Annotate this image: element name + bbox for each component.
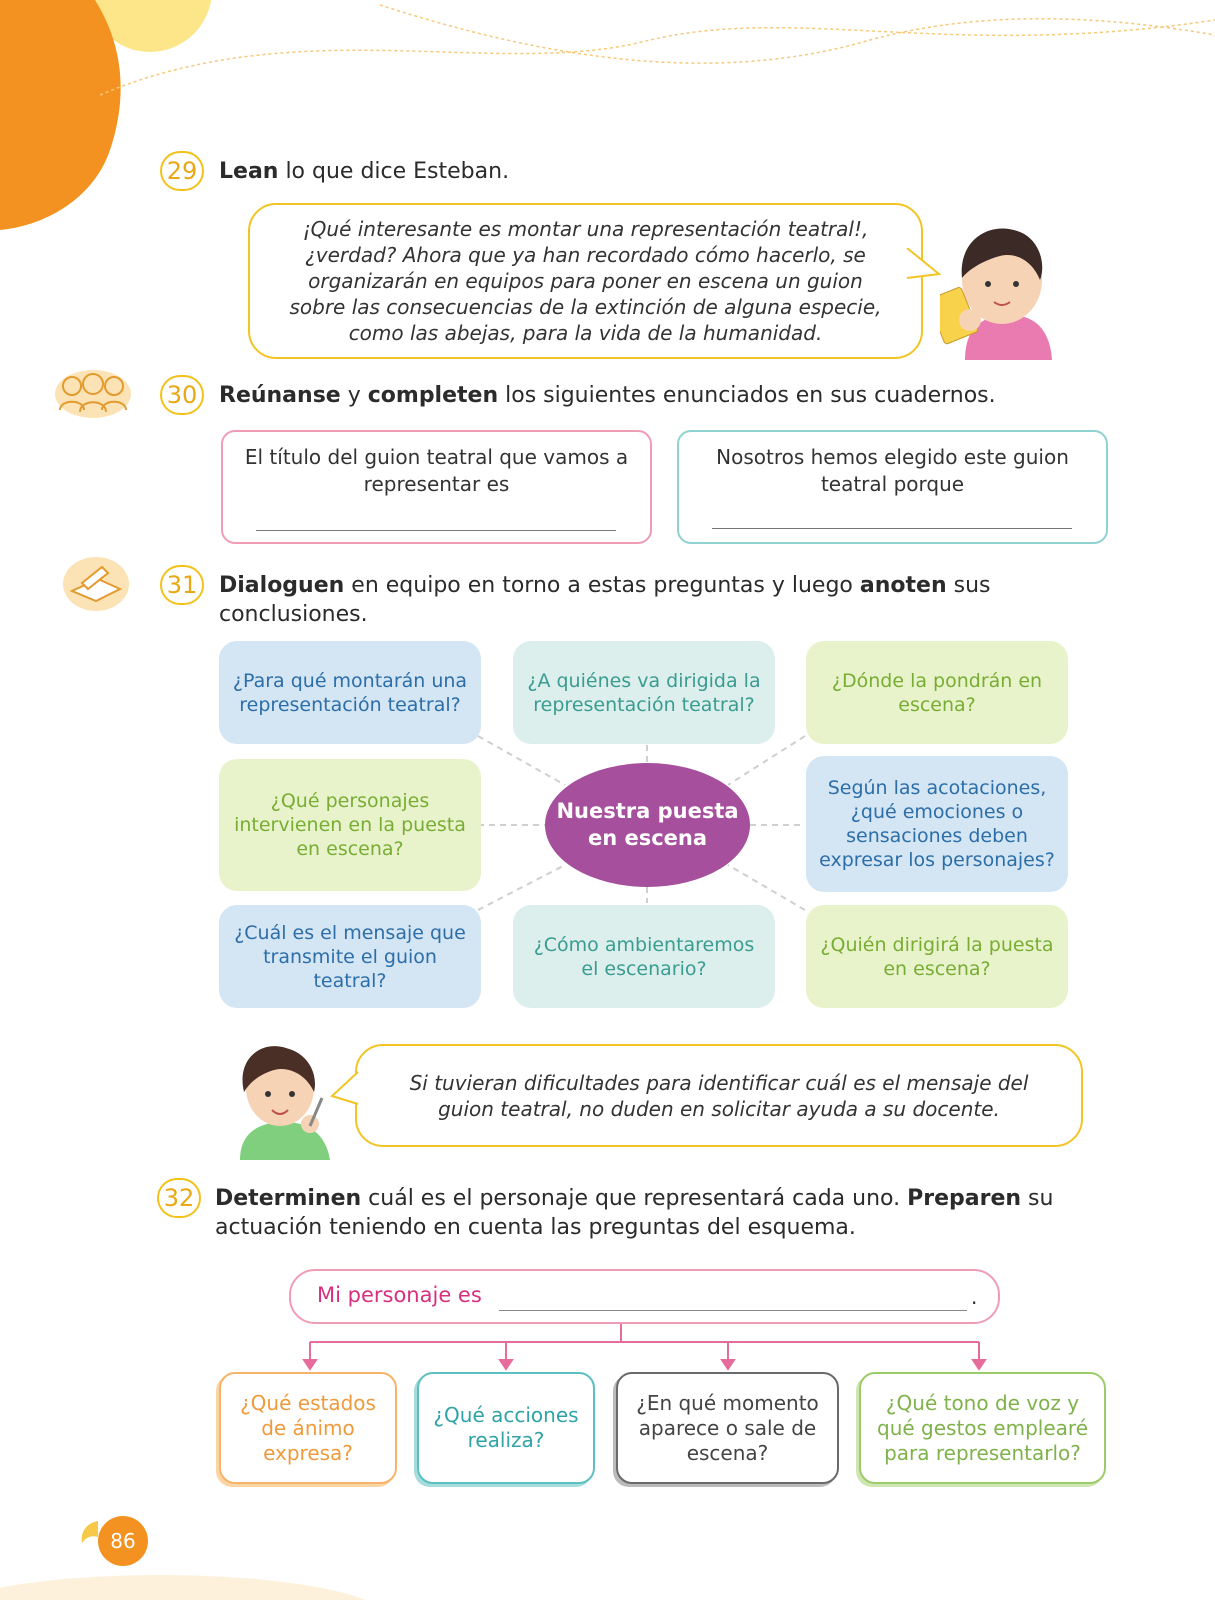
instruction-verb: Reúnanse <box>219 383 341 408</box>
speech-bubble-text: ¡Qué interesante es montar una representación teatral!, ¿verdad? Ahora que ya han recordado cómo hacerlo, se organizarán en equipos para poner en escena un guion sobre las consecuencias de la extinción de alguna especie, como las abejas, para la vida de la humanidad. <box>289 217 882 345</box>
mind-map-question-characters: ¿Qué personajes intervienen en la puesta en escena? <box>219 759 481 891</box>
instruction-text: su actuación teniendo en cuenta las preguntas del esquema. <box>215 1186 1054 1240</box>
footer-decoration <box>0 1540 1215 1600</box>
mind-map-question-emotions: Según las acotaciones, ¿qué emociones o sensaciones deben expresar los personajes? <box>806 756 1068 892</box>
instruction-text: en equipo en torno a estas preguntas y luego <box>344 573 860 598</box>
instruction-verb: completen <box>367 383 499 408</box>
character-period: . <box>971 1285 978 1309</box>
actions-question-box: ¿Qué acciones realiza? <box>417 1372 595 1484</box>
question-number-31: 31 <box>160 565 204 605</box>
voice-question-box: ¿Qué tono de voz y qué gestos emplearé para representarlo? <box>859 1372 1106 1484</box>
mood-question-box: ¿Qué estados de ánimo expresa? <box>219 1372 397 1484</box>
timing-question-box: ¿En qué momento aparece o sale de escena? <box>616 1372 839 1484</box>
mind-map-question-setting: ¿Cómo ambientaremos el escenario? <box>513 905 775 1008</box>
instruction-verb: anoten <box>859 573 947 598</box>
mind-map-question-purpose: ¿Para qué montarán una representación teatral? <box>219 641 481 744</box>
instruction-verb: Preparen <box>907 1186 1022 1211</box>
mind-map-question-location: ¿Dónde la pondrán en escena? <box>806 641 1068 744</box>
instruction-verb: Dialoguen <box>219 573 345 598</box>
instruction-text: lo que dice Esteban. <box>278 159 510 184</box>
mind-map-center: Nuestra puesta en escena <box>545 763 750 887</box>
tip-text: Si tuvieran dificultades para identificar cuál es el mensaje del guion teatral, no duden en solicitar ayuda a su docente. <box>409 1070 1029 1121</box>
reason-prompt: Nosotros hemos elegido este guion teatral porque <box>716 445 1069 496</box>
page-number: 86 <box>98 1516 148 1566</box>
instruction-text: cuál es el personaje que representará cada uno. <box>361 1186 908 1211</box>
mind-map-question-message: ¿Cuál es el mensaje que transmite el guion teatral? <box>219 905 481 1008</box>
character-label: Mi personaje es <box>317 1283 482 1307</box>
instruction-verb: Lean <box>219 159 279 184</box>
question-number-29: 29 <box>160 151 204 191</box>
question-number-32: 32 <box>157 1178 201 1218</box>
instruction-verb: Determinen <box>215 1186 362 1211</box>
instruction-text: sus conclusiones. <box>219 573 991 627</box>
question-number-30: 30 <box>160 375 204 415</box>
mind-map-question-director: ¿Quién dirigirá la puesta en escena? <box>806 905 1068 1008</box>
mind-map-question-audience: ¿A quiénes va dirigida la representación teatral? <box>513 641 775 744</box>
title-prompt: El título del guion teatral que vamos a representar es <box>244 445 629 496</box>
instruction-text: y <box>340 383 368 408</box>
instruction-text: los siguientes enunciados en sus cuadernos. <box>498 383 996 408</box>
